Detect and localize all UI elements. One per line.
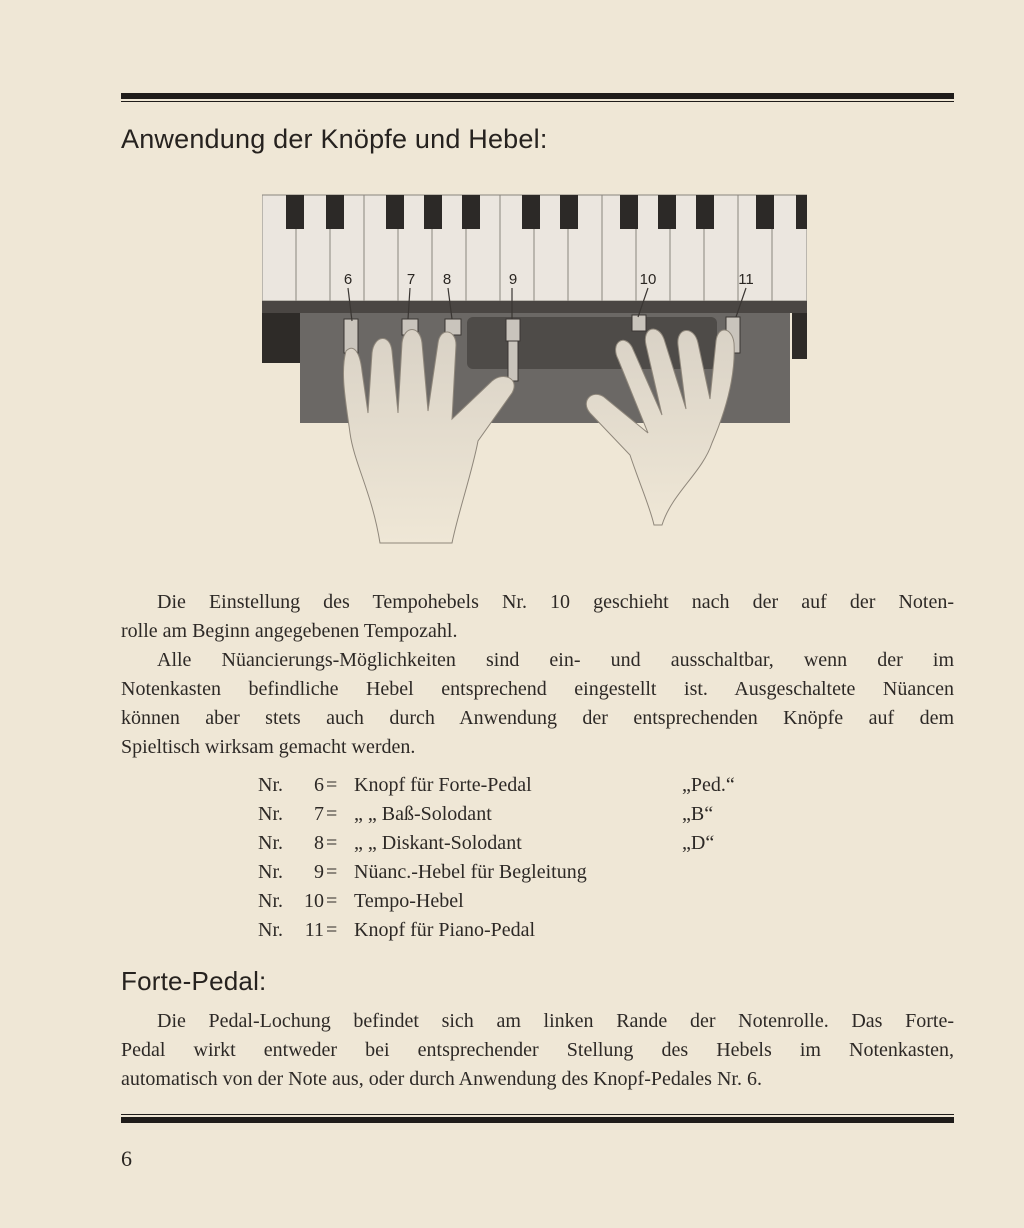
paragraph-line: automatisch von der Note aus, oder durch Anwendung des Knopf-Pedales Nr. 6. (121, 1068, 762, 1090)
legend-abbreviation: „B“ (682, 803, 714, 825)
paragraph-line: Notenkasten befindliche Hebel entsprechend eingestellt ist. Ausgeschaltete Nüancen (121, 678, 954, 700)
paragraph-line: können aber stets auch durch Anwendung der entsprechenden Knöpfe auf dem (121, 707, 954, 729)
paragraph-line: Die Einstellung des Tempohebels Nr. 10 geschieht nach der auf der Noten- (157, 591, 954, 613)
legend-number: 10 (304, 890, 324, 912)
legend-number: 9 (314, 861, 324, 883)
section-heading-forte-pedal: Forte-Pedal: (121, 966, 267, 996)
legend-equals: = (326, 832, 338, 854)
callout-11: 11 (738, 271, 754, 288)
legend-equals: = (326, 919, 338, 941)
legend-description: Nüanc.-Hebel für Begleitung (354, 861, 587, 883)
legend-description: „ „ Baß-Solodant (354, 803, 492, 825)
callout-8: 8 (442, 271, 452, 288)
legend-row (258, 803, 758, 832)
legend-row (258, 774, 758, 803)
knob-legend (258, 774, 758, 948)
tempo-paragraph (121, 588, 954, 646)
callout-9: 9 (508, 271, 518, 288)
legend-nr: Nr. (258, 919, 283, 941)
legend-number: 7 (314, 803, 324, 825)
legend-equals: = (326, 861, 338, 883)
nuance-paragraph (121, 646, 954, 762)
legend-abbreviation: „Ped.“ (682, 774, 735, 796)
legend-nr: Nr. (258, 861, 283, 883)
legend-nr: Nr. (258, 890, 283, 912)
callout-10: 10 (639, 271, 657, 288)
legend-row (258, 890, 758, 919)
bottom-rule (121, 1114, 954, 1123)
legend-description: Knopf für Piano-Pedal (354, 919, 536, 941)
callout-6: 6 (343, 271, 353, 288)
paragraph-line: rolle am Beginn angegebenen Tempozahl. (121, 620, 458, 642)
legend-description: Tempo-Hebel (354, 890, 464, 912)
legend-nr: Nr. (258, 803, 283, 825)
paragraph-line: Spieltisch wirksam gemacht werden. (121, 736, 416, 758)
keyboard-hands-illustration (262, 193, 807, 553)
paragraph-line: Alle Nüancierungs-Möglichkeiten sind ein- und ausschaltbar, wenn der im (157, 649, 954, 671)
legend-number: 6 (314, 774, 324, 796)
legend-row (258, 919, 758, 948)
legend-nr: Nr. (258, 832, 283, 854)
paragraph-line: Pedal wirkt entweder bei entsprechender Stellung des Hebels im Notenkasten, (121, 1039, 954, 1061)
legend-description: „ „ Diskant-Solodant (354, 832, 522, 854)
legend-equals: = (326, 890, 338, 912)
legend-number: 11 (304, 919, 324, 941)
forte-pedal-paragraph (121, 1007, 954, 1094)
legend-nr: Nr. (258, 774, 283, 796)
legend-equals: = (326, 803, 338, 825)
legend-row (258, 861, 758, 890)
legend-row (258, 832, 758, 861)
page-number: 6 (121, 1146, 132, 1171)
legend-description: Knopf für Forte-Pedal (354, 774, 532, 796)
top-rule (121, 93, 954, 102)
legend-equals: = (326, 774, 338, 796)
callout-7: 7 (406, 271, 416, 288)
legend-abbreviation: „D“ (682, 832, 715, 854)
page-title: Anwendung der Knöpfe und Hebel: (121, 124, 548, 154)
paragraph-line: Die Pedal-Lochung befindet sich am linken Rande der Notenrolle. Das Forte- (157, 1010, 954, 1032)
legend-number: 8 (314, 832, 324, 854)
